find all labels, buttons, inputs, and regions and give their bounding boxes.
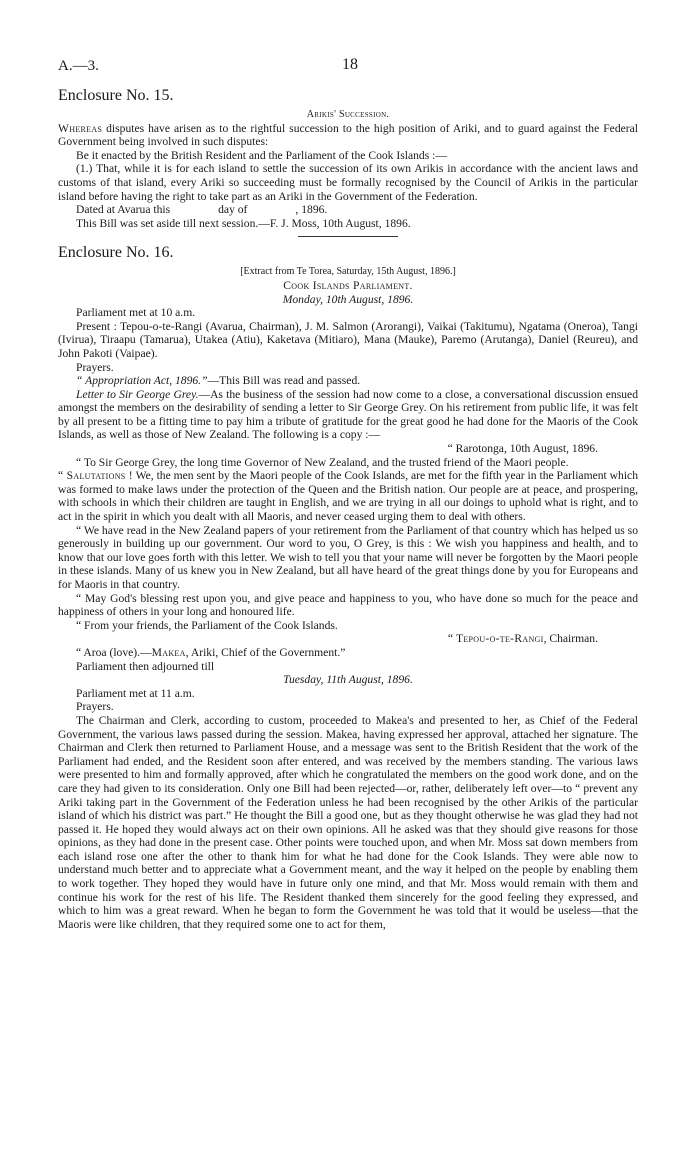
met-10am: Parliament met at 10 a.m.	[76, 306, 196, 320]
enclosure-15-title: Enclosure No. 15.	[58, 87, 174, 104]
sig-role: , Chairman.	[543, 632, 598, 646]
sig-name: Tepou-o-te-Rangi	[455, 632, 544, 646]
whereas-paragraph	[58, 122, 638, 149]
dated-c: , 1896.	[295, 203, 328, 217]
enclosure-15-subtitle: Arikis' Succession.	[306, 109, 390, 120]
final-paragraph: The Chairman and Clerk, according to custom, proceeded to Makea's and presented to her, as Chief of the Federal Government, the various laws passed during the session. Makea, having expressed her approval, attached her signature. The Chairman and Clerk then returned to Parliament House, and a message was sent to the British Resident that the work of the Parliament had ended, and the Resident soon after entered, and was received by the members standing. The various laws were presented to him and formally approved, after which he congratulated the members on the good work done, and on the care they had given to its consideration. Only one Bill had been rejected—or, rather, deliberately left over—to “ prevent any Ariki taking part in the Government of the Federation unless he had been recognised by the other Arikis of the particular island of which his district was part.” He thought the Bill a good one, but as they thought otherwise he was glad they had not passed it. He hoped they would always act on their own opinions. All he asked was that they should give reasons for those opinions, as they had done in the present case. Other points were touched upon, and when Mr. Moss sat down members from each island rose one after the other to thank him for what he had done for the Cook Islands. They were able now to understand much better and to appreciate what a Government meant, and the way it helped on the people by enabling them to work together. They hoped they would have in future only one mind, and that Mr. Moss would remain with them and continue his work for the rest of his life. The Resident thanked them sincerely for the good feeling they expressed, and which to him was a great reward. When he began to form the Government he was told that it would be useless—that the Maoris were like children, that they required some one to act for them,	[58, 713, 638, 931]
salutations-paragraph	[58, 469, 638, 523]
appropriation-act	[58, 374, 638, 388]
letter-para-4: “ From your friends, the Parliament of the Cook Islands.	[76, 618, 338, 632]
letter-address: “ To Sir George Grey, the long time Governor of New Zealand, and the trusted friend of the Maori people.	[76, 455, 569, 469]
enclosure-16-title: Enclosure No. 16.	[58, 244, 174, 262]
whereas-text: disputes have arisen as to the rightful succession to the high position of Ariki, and to guard against the Federal Government being involved in such disputes:	[58, 121, 638, 149]
letter-paragraph	[58, 388, 638, 442]
present-list: Present : Tepou-o-te-Rangi (Avarua, Chairman), J. M. Salmon (Arorangi), Vaikai (Takitumu), Ngatama (Oneroa), Tangi (Ivirua), Tiraapu (Tamarua), Utakea (Atiu), Kaketava (Mitiaro), Mana (Mauke), Paremo (Arutanga), Daniel (Reureu), and John Pakoti (Vaipae).	[58, 319, 638, 360]
met-11am: Parliament met at 11 a.m.	[76, 686, 195, 700]
whereas-lead: Whereas	[58, 121, 103, 135]
document-reference: A.—3.	[58, 58, 99, 74]
letter-text: —As the business of the session had now come to a close, a conversational discussion ensued amongst the members on the desirability of sending a letter to Sir George Grey. On his retirement from public life, it was felt by all present to be a fitting time to pay him a tribute of gratitude for the great good he had done for the Maoris of the Cook Islands, as well as those of New Zealand. The following is a copy :—	[58, 387, 638, 442]
prayers-2: Prayers.	[76, 700, 114, 714]
document-body	[58, 80, 638, 931]
aroa-a: “ Aroa (love).—	[76, 645, 152, 659]
date-tuesday: Tuesday, 11th August, 1896.	[283, 673, 413, 687]
letter-title: Letter to Sir George Grey.	[76, 387, 199, 401]
aroa-line	[58, 646, 638, 660]
letter-para-3: “ May God's blessing rest upon you, and give peace and happiness to you, who have done so much for the peace and happiness of others in your long and honoured life.	[58, 591, 638, 619]
section-divider	[298, 236, 398, 237]
appropriation-text: —This Bill was read and passed.	[207, 374, 361, 388]
date-monday: Monday, 10th August, 1896.	[282, 292, 414, 306]
page-number: 18	[342, 56, 358, 73]
letter-para-2: “ We have read in the New Zealand papers of your retirement from the Parliament of that country which has helped us so generously in building up our government. Our word to you, O Grey, is this : We wish you happiness and health, and to know that our love goes forth with this letter. We wish to tell you that your name will never be forgotten by the Maori people in these islands. Many of us knew you in New Zealand, but all have heard of the great things done by you for Europeans and for Maoris in that country.	[58, 523, 638, 591]
appropriation-title: “ Appropriation Act, 1896.”	[76, 374, 208, 388]
enactment-clause: Be it enacted by the British Resident and the Parliament of the Cook Islands :—	[76, 148, 447, 162]
salutations-lead: “ Salutations !	[58, 469, 133, 483]
adjourned-line: Parliament then adjourned till	[76, 659, 215, 673]
dated-a: Dated at Avarua this	[76, 203, 171, 217]
aroa-name: Makea	[151, 645, 186, 659]
letter-place-date: “ Rarotonga, 10th August, 1896.	[447, 442, 598, 456]
aroa-b: , Ariki, Chief of the Government.”	[185, 645, 346, 659]
chairman-signature	[58, 632, 638, 646]
extract-note: [Extract from Te Torea, Saturday, 15th August, 1896.]	[240, 266, 456, 278]
clause-1: (1.) That, while it is for each island to settle the succession of its own Arikis in accordance with the ancient laws and customs of that island, every Ariki so succeeding must be formally recognised by the Council of Arikis in the particular island before having the right to take part as an Ariki in the Government of the Federation.	[58, 162, 638, 203]
sig-quote: “	[447, 632, 456, 646]
bill-note: This Bill was set aside till next session.—F. J. Moss, 10th August, 1896.	[76, 216, 411, 230]
dated-b: day of	[218, 203, 248, 217]
salutations-text: We, the men sent by the Maori people of the Cook Islands, are met for the fifth year in the Parliament which was formed to make laws under the protection of the Queen and the British nation. Our people are at peace, and prospering, with schools in which their children are taught in English, and we are trying in all our doings to uphold what is right, and to act in the spirit in which you dealt with all Maoris, and never ceased urging them to deal with others.	[58, 469, 639, 524]
dated-line	[58, 203, 638, 217]
parliament-heading: Cook Islands Parliament.	[283, 278, 413, 292]
prayers-1: Prayers.	[76, 360, 114, 374]
